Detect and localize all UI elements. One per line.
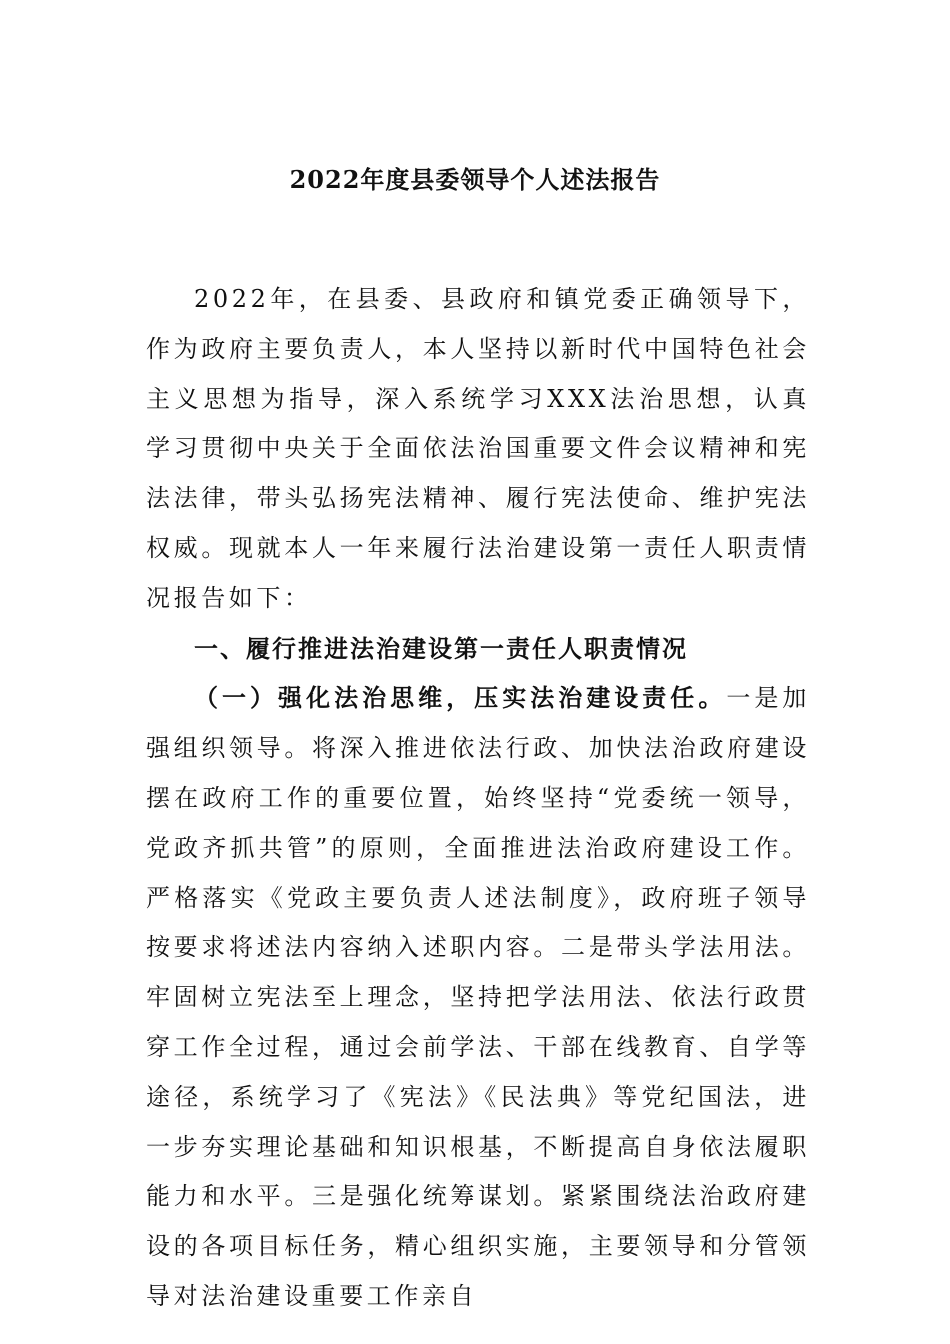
- intro-paragraph: 2022年，在县委、县政府和镇党委正确领导下，作为政府主要负责人，本人坚持以新时代中国特色社会主义思想为指导，深入系统学习XXX法治思想，认真学习贯彻中央关于全面依法治国重要文件会议精神和宪法法律，带头弘扬宪法精神、履行宪法使命、维护宪法权威。现就本人一年来履行法治建设第一责任人职责情况报告如下：: [146, 285, 810, 612]
- document-title: 2022年度县委领导个人述法报告: [289, 165, 661, 194]
- section-heading: 一、履行推进法治建设第一责任人职责情况: [194, 633, 688, 663]
- document-body: [146, 275, 810, 1322]
- subsection-body: 一是加强组织领导。将深入推进依法行政、加快法治政府建设摆在政府工作的重要位置，始终坚持“党委统一领导，党政齐抓共管”的原则，全面推进法治政府建设工作。严格落实《党政主要负责人述法制度》，政府班子领导按要求将述法内容纳入述职内容。二是带头学法用法。牢固树立宪法至上理念，坚持把学法用法、依法行政贯穿工作全过程，通过会前学法、干部在线教育、自学等途径，系统学习了《宪法》《民法典》等党纪国法，进一步夯实理论基础和知识根基，不断提高自身依法履职能力和水平。三是强化统筹谋划。紧紧围绕法治政府建设的各项目标任务，精心组织实施，主要领导和分管领导对法治建设重要工作亲自: [146, 684, 810, 1310]
- subsection-paragraph: [146, 673, 810, 1321]
- subsection-heading: （一）强化法治思维，压实法治建设责任。: [194, 683, 727, 713]
